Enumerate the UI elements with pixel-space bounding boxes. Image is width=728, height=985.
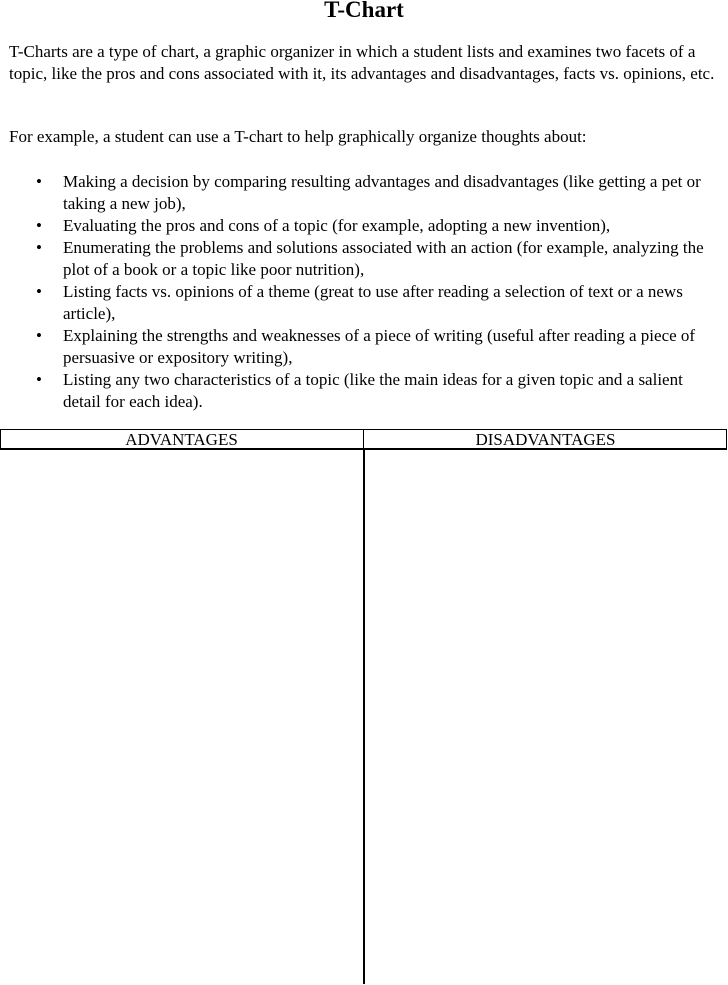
t-chart-header-divider xyxy=(363,429,364,450)
t-chart-center-line xyxy=(363,450,365,984)
bullet-icon: • xyxy=(36,282,42,301)
list-item-text: Listing facts vs. opinions of a theme (great to use after reading a selection of text or a news article), xyxy=(63,282,683,323)
t-chart xyxy=(0,429,728,985)
list-item-text: Making a decision by comparing resulting advantages and disadvantages (like getting a pet or taking a new job), xyxy=(63,172,701,213)
intro-paragraph: T-Charts are a type of chart, a graphic organizer in which a student lists and examines two facets of a topic, like the pros and cons associated with it, its advantages and disadvantages, facts vs. opinions, etc. xyxy=(9,42,715,83)
page-title: T-Chart xyxy=(324,0,404,22)
bullet-icon: • xyxy=(36,216,42,235)
list-item-text: Evaluating the pros and cons of a topic (for example, adopting a new invention), xyxy=(63,216,611,235)
list-item xyxy=(0,215,728,237)
bullet-icon: • xyxy=(36,326,42,345)
list-item-text: Explaining the strengths and weaknesses of a piece of writing (useful after reading a piece of persuasive or expository writing), xyxy=(63,326,696,367)
list-item xyxy=(0,325,728,369)
bullet-icon: • xyxy=(36,370,42,389)
bullet-icon: • xyxy=(36,172,42,191)
list-item xyxy=(0,237,728,281)
list-item xyxy=(0,281,728,325)
list-item xyxy=(0,171,728,215)
bullet-icon: • xyxy=(36,238,42,257)
example-lead-paragraph: For example, a student can use a T-chart to help graphically organize thoughts about: xyxy=(9,127,587,146)
list-item xyxy=(0,369,728,413)
example-list xyxy=(0,171,728,413)
advantages-column-header: ADVANTAGES xyxy=(125,430,238,449)
disadvantages-column-header: DISADVANTAGES xyxy=(475,430,616,449)
list-item-text: Enumerating the problems and solutions associated with an action (for example, analyzing the plot of a book or a topic like poor nutrition), xyxy=(63,238,704,279)
list-item-text: Listing any two characteristics of a topic (like the main ideas for a given topic and a salient detail for each idea). xyxy=(63,370,683,411)
